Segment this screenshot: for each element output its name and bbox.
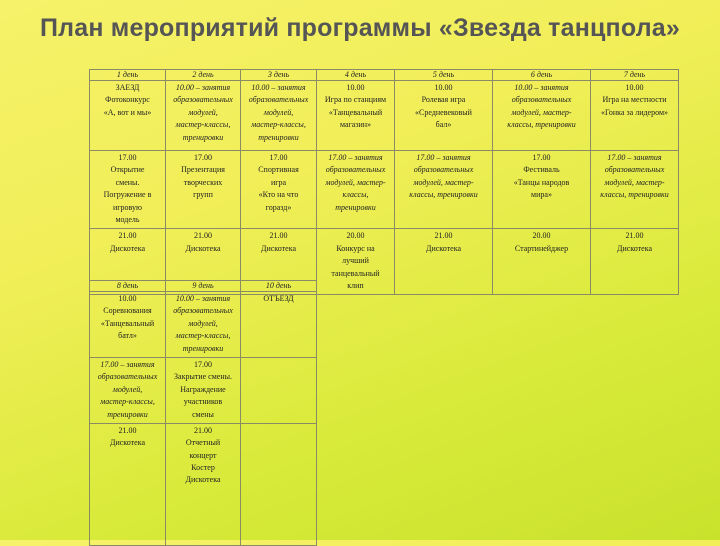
event-text: 17.00 – занятия xyxy=(100,359,155,369)
schedule-cell xyxy=(395,81,493,151)
event-text: 10.00 xyxy=(118,294,137,303)
event-text: Дискотека xyxy=(185,243,221,253)
event-text: «А, вот и мы» xyxy=(103,107,152,117)
event-text: Презентация xyxy=(181,165,225,175)
event-text: 20.00 xyxy=(532,231,551,241)
schedule-week-1 xyxy=(89,69,679,295)
event-text: 21.00 xyxy=(625,231,644,241)
event-text: образовательных xyxy=(97,372,158,382)
event-text: образовательных xyxy=(604,165,665,175)
event-text: образовательных xyxy=(173,95,233,105)
schedule-cell xyxy=(493,151,591,229)
event-text: Дискотека xyxy=(185,475,221,485)
event-text: «Кто на что xyxy=(258,190,299,200)
event-text: тренировки xyxy=(182,132,224,142)
event-text: мира» xyxy=(531,190,552,200)
schedule-row xyxy=(90,81,679,151)
event-text: групп xyxy=(193,190,213,200)
event-text: ОТЪЕЗД xyxy=(263,294,294,303)
schedule-row xyxy=(90,357,317,423)
event-text: Ролевая игра xyxy=(421,95,466,105)
event-text: ЗАЕЗД xyxy=(115,83,140,92)
event-text: Отчетный xyxy=(185,438,221,448)
event-text: творческих xyxy=(183,177,223,187)
event-text: 17.00 – занятия xyxy=(416,153,471,162)
schedule-cell xyxy=(395,151,493,229)
event-text: танцевальный xyxy=(331,268,380,278)
event-text: модулей, мастер- xyxy=(511,107,572,117)
event-text: 21.00 xyxy=(118,231,137,241)
event-text: магазин» xyxy=(339,120,372,130)
day-header: 4 день xyxy=(317,70,395,81)
event-text: батл» xyxy=(118,331,137,341)
event-text: модулей, мастер- xyxy=(413,177,474,187)
event-text: Стартинейджер xyxy=(514,243,569,253)
event-text: 10.00 – занятия xyxy=(514,83,569,92)
day-header: 3 день xyxy=(241,70,317,81)
schedule-cell xyxy=(241,292,317,358)
schedule-cell xyxy=(166,357,241,423)
day-header: 6 день xyxy=(493,70,591,81)
event-text: 21.00 xyxy=(194,231,212,241)
event-text: игровую xyxy=(112,202,143,212)
day-header: 8 день xyxy=(90,281,166,292)
schedule-cell xyxy=(90,292,166,358)
event-text: бал» xyxy=(435,120,452,130)
event-text: классы, тренировки xyxy=(507,120,576,130)
event-text: Закрытие смены. xyxy=(174,372,232,382)
event-text: Дискотека xyxy=(109,438,146,448)
event-text: мастер-классы, xyxy=(175,331,231,341)
day-header: 10 день xyxy=(241,281,317,292)
event-text: модулей, xyxy=(188,318,218,328)
schedule-cell xyxy=(591,81,679,151)
event-text: Погружение в xyxy=(103,190,152,200)
schedule-cell xyxy=(241,357,317,423)
event-text: образовательных xyxy=(248,95,309,105)
event-text: смены xyxy=(192,409,214,419)
event-text: модель xyxy=(115,214,140,224)
event-text: 10.00 xyxy=(625,83,644,92)
day-header: 1 день xyxy=(90,70,166,81)
event-text: Конкурс на xyxy=(336,243,375,253)
event-text: образовательных xyxy=(325,165,386,175)
event-text: классы, xyxy=(342,190,369,200)
schedule-cell xyxy=(90,151,166,229)
schedule-cell xyxy=(241,423,317,545)
event-text: 17.00 xyxy=(194,153,212,162)
event-text: 10.00 xyxy=(434,83,453,92)
event-text: 21.00 xyxy=(118,425,137,435)
event-text: тренировки xyxy=(258,132,299,142)
event-text: «Танцевальный xyxy=(328,107,383,117)
event-text: лучший xyxy=(342,256,369,266)
schedule-cell xyxy=(493,229,591,295)
schedule-week-2 xyxy=(89,280,317,546)
event-text: Дискотека xyxy=(260,243,297,253)
schedule-cell xyxy=(166,81,241,151)
event-text: 10.00 – занятия xyxy=(175,294,231,303)
event-text: образовательных xyxy=(173,306,233,316)
event-text: Награждение xyxy=(180,384,226,394)
schedule-cell xyxy=(241,151,317,229)
day-header: 7 день xyxy=(591,70,679,81)
event-text: тренировки xyxy=(107,409,148,419)
event-text: Дискотека xyxy=(616,243,653,253)
schedule-cell xyxy=(90,81,166,151)
event-text: классы, тренировки xyxy=(600,190,669,200)
event-text: 17.00 xyxy=(194,359,212,369)
schedule-cell xyxy=(317,151,395,229)
schedule-cell xyxy=(90,423,166,545)
schedule-row xyxy=(90,292,317,358)
schedule-cell xyxy=(90,357,166,423)
event-text: образовательных xyxy=(413,165,474,175)
event-text: Соревнования xyxy=(103,306,152,316)
event-text: 21.00 xyxy=(269,231,288,241)
event-text: концерт xyxy=(189,450,217,460)
event-text: 10.00 – занятия xyxy=(175,83,231,92)
event-text: горазд» xyxy=(265,202,292,212)
event-text: модулей, xyxy=(188,107,218,117)
event-text: «Гонка за лидером» xyxy=(600,107,669,117)
event-text: Костер xyxy=(191,463,215,473)
event-text: 17.00 – занятия xyxy=(328,153,383,162)
event-text: 17.00 – занятия xyxy=(607,153,662,162)
event-text: тренировки xyxy=(182,343,224,353)
event-text: 17.00 xyxy=(269,153,288,162)
schedule-cell xyxy=(317,229,395,295)
day-header: 5 день xyxy=(395,70,493,81)
event-text: классы, тренировки xyxy=(409,190,478,200)
event-text: «Танцы народов xyxy=(513,177,570,187)
event-text: Дискотека xyxy=(109,243,146,253)
event-text: модулей, xyxy=(112,384,143,394)
event-text: модулей, xyxy=(263,107,294,117)
event-text: клип xyxy=(347,280,364,290)
event-text: 17.00 xyxy=(532,153,551,162)
event-text: Дискотека xyxy=(425,243,462,253)
schedule-row xyxy=(90,423,317,545)
schedule-cell xyxy=(493,81,591,151)
event-text: тренировки xyxy=(335,202,376,212)
schedule-row xyxy=(90,151,679,229)
schedule-cell xyxy=(591,229,679,295)
event-text: мастер-классы, xyxy=(100,397,155,407)
schedule-cell xyxy=(166,151,241,229)
event-text: 10.00 xyxy=(346,83,365,92)
schedule-cell xyxy=(591,151,679,229)
event-text: мастер-классы, xyxy=(175,120,231,130)
day-header: 9 день xyxy=(166,281,241,292)
day-header: 2 день xyxy=(166,70,241,81)
event-text: участников xyxy=(183,397,223,407)
page-title: План мероприятий программы «Звезда танцпола» xyxy=(39,14,680,42)
event-text: 20.00 xyxy=(346,231,365,241)
event-text: «Танцевальный xyxy=(100,318,155,328)
event-text: 21.00 xyxy=(434,231,453,241)
schedule-cell xyxy=(317,81,395,151)
schedule-cell xyxy=(166,423,241,545)
event-text: модулей, мастер- xyxy=(604,177,665,187)
event-text: 21.00 xyxy=(194,425,212,435)
event-text: игра xyxy=(270,177,287,187)
event-text: Открытие xyxy=(110,165,145,175)
schedule-cell xyxy=(395,229,493,295)
event-text: Спортивная xyxy=(258,165,299,175)
event-text: мастер-классы, xyxy=(251,120,306,130)
event-text: модулей, мастер- xyxy=(325,177,386,187)
event-text: Игра по станциям xyxy=(324,95,387,105)
event-text: смены. xyxy=(115,177,140,187)
event-text: Фестиваль xyxy=(523,165,560,175)
event-text: Фотоконкурс xyxy=(105,95,150,105)
event-text: 10.00 – занятия xyxy=(251,83,306,92)
schedule-cell xyxy=(241,81,317,151)
event-text: Игра на местности xyxy=(602,95,667,105)
event-text: образовательных xyxy=(511,95,572,105)
event-text: 17.00 xyxy=(118,153,137,162)
event-text: «Средневековый xyxy=(415,107,472,117)
schedule-cell xyxy=(166,292,241,358)
